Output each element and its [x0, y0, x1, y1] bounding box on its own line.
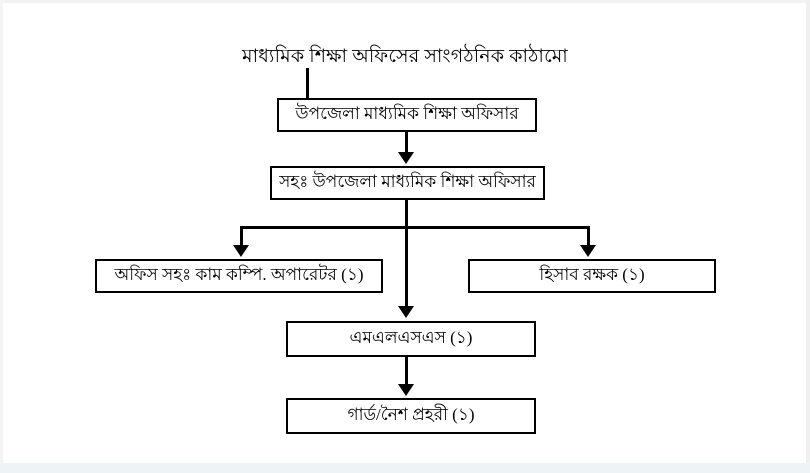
node-upazila-secondary-education-officer: উপজেলা মাধ্যমিক শিক্ষা অফিসার	[277, 98, 537, 132]
arrowhead-to-node6	[398, 384, 414, 396]
connector-node5-to-node6	[405, 357, 408, 387]
arrowhead-node1-to-node2	[398, 152, 414, 164]
connector-node2-bus	[240, 226, 590, 229]
connector-bus-to-node5	[405, 226, 408, 308]
diagram-title: মাধ্যমিক শিক্ষা অফিসের সাংগঠনিক কাঠামো	[242, 46, 568, 67]
node-office-assistant-cum-computer-operator: অফিস সহঃ কাম কম্পি. অপারেটর (১)	[95, 259, 383, 293]
connector-node2-stem	[405, 200, 408, 228]
page-footer-strip	[0, 463, 810, 473]
arrowhead-to-node5	[398, 306, 414, 318]
connector-node1-to-node2	[405, 132, 408, 154]
node-guard-night-watchman: গার্ড/নৈশ প্রহরী (১)	[286, 398, 536, 434]
node-accountant: হিসাব রক্ষক (১)	[468, 259, 716, 293]
connector-title-to-node1	[306, 68, 309, 98]
arrowhead-to-node3	[233, 245, 249, 257]
arrowhead-to-node4	[580, 245, 596, 257]
page-edge-top	[0, 0, 810, 3]
node-mlss: এমএলএসএস (১)	[286, 321, 536, 357]
node-assistant-upazila-secondary-education-officer: সহঃ উপজেলা মাধ্যমিক শিক্ষা অফিসার	[270, 166, 545, 200]
